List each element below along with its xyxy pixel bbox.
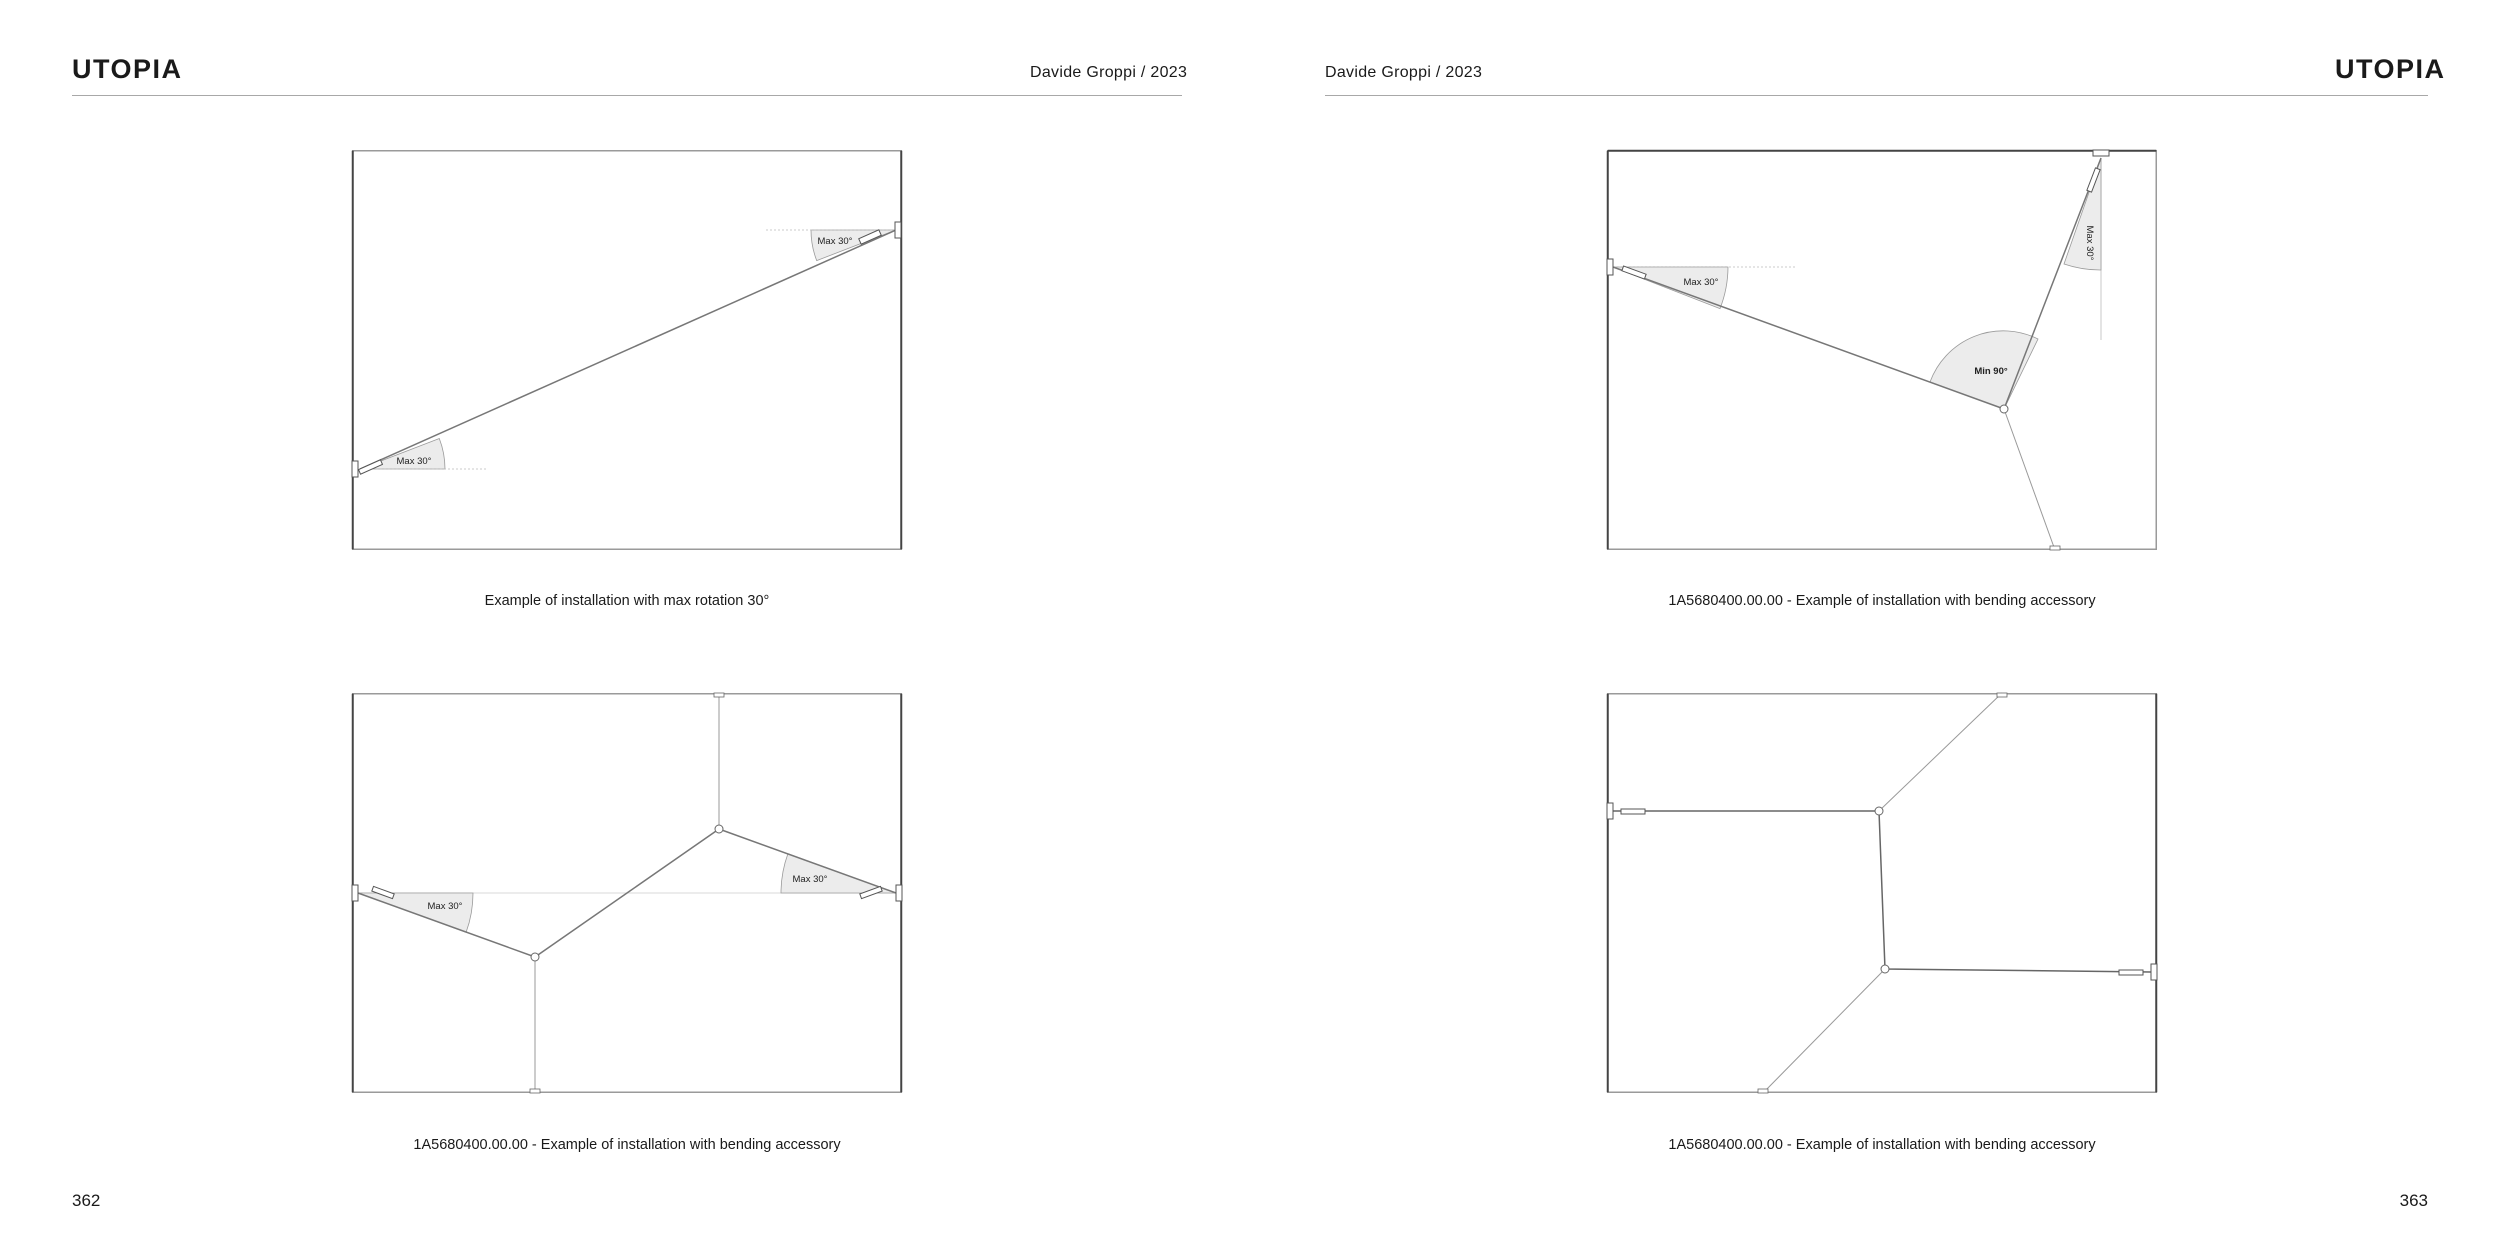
author-credit: Davide Groppi / 2023	[1030, 64, 1188, 81]
figure-caption: 1A5680400.00.00 - Example of installation with bending accessory	[413, 1137, 841, 1153]
figure-bending-accessory	[1607, 150, 2157, 550]
page-number: 362	[72, 1191, 101, 1210]
installation-diagram	[1607, 693, 2157, 1093]
angle-label: Max 30°	[427, 901, 463, 912]
installation-diagram	[1607, 150, 2157, 550]
figure-caption: Example of installation with max rotation 30°	[484, 593, 770, 609]
figure-caption: 1A5680400.00.00 - Example of installation with bending accessory	[1668, 1137, 2096, 1153]
angle-label: Max 30°	[817, 236, 853, 247]
page-number: 363	[2399, 1191, 2428, 1210]
installation-diagram	[352, 693, 902, 1093]
header-rule	[72, 95, 1182, 96]
brand-title: UTOPIA	[2335, 54, 2446, 84]
angle-label: Max 30°	[396, 456, 432, 467]
angle-label: Min 90°	[1974, 366, 2008, 377]
figure-max-rotation	[352, 150, 902, 550]
angle-label: Max 30°	[1683, 277, 1719, 288]
figure-caption: 1A5680400.00.00 - Example of installation with bending accessory	[1668, 593, 2096, 609]
header-rule	[1325, 95, 2428, 96]
figure-bending-accessory	[1607, 693, 2157, 1093]
figure-bending-accessory	[352, 693, 902, 1093]
author-credit: Davide Groppi / 2023	[1325, 64, 1483, 81]
angle-label: Max 30°	[2084, 225, 2095, 261]
brand-title: UTOPIA	[72, 54, 183, 84]
angle-label: Max 30°	[792, 874, 828, 885]
installation-diagram	[352, 150, 902, 550]
right-page	[1250, 0, 2500, 1250]
